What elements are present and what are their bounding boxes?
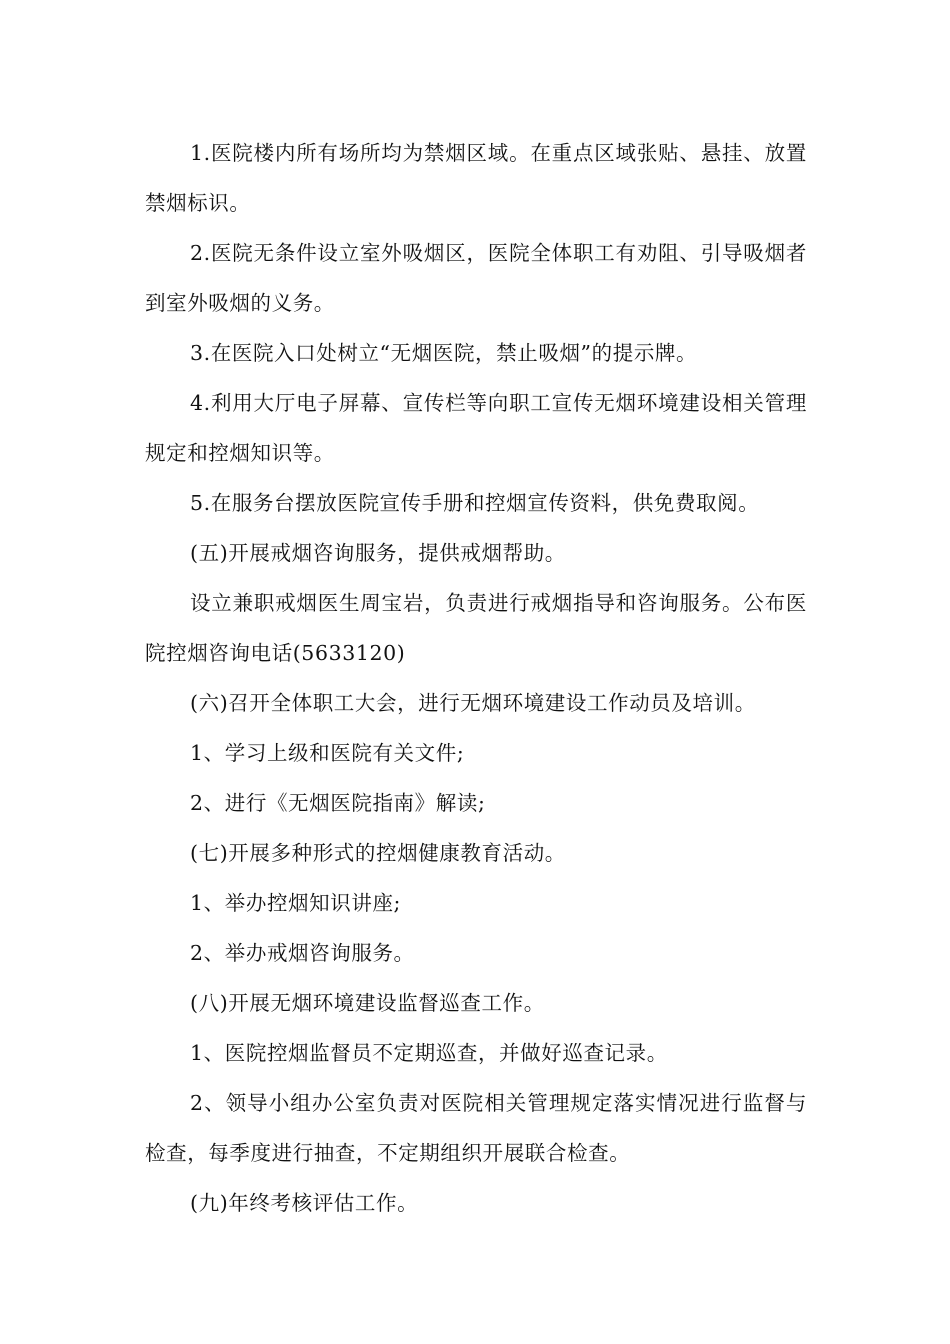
section-heading-7: (七)开展多种形式的控烟健康教育活动。 — [190, 841, 566, 865]
paragraph-12: 2、领导小组办公室负责对医院相关管理规定落实情况进行监督与检查，每季度进行抽查，不定期组织开展联合检查。 — [145, 1091, 807, 1165]
paragraph-2: 2.医院无条件设立室外吸烟区，医院全体职工有劝阻、引导吸烟者到室外吸烟的义务。 — [145, 241, 807, 315]
paragraph-5: 5.在服务台摆放医院宣传手册和控烟宣传资料，供免费取阅。 — [190, 491, 760, 515]
paragraph-7: 1、学习上级和医院有关文件; — [190, 741, 465, 765]
paragraph-8: 2、进行《无烟医院指南》解读; — [190, 791, 486, 815]
section-heading-5: (五)开展戒烟咨询服务，提供戒烟帮助。 — [190, 541, 566, 565]
section-heading-9: (九)年终考核评估工作。 — [190, 1191, 419, 1215]
section-heading-8: (八)开展无烟环境建设监督巡查工作。 — [190, 991, 545, 1015]
paragraph-10: 2、举办戒烟咨询服务。 — [190, 941, 415, 965]
section-heading-6: (六)召开全体职工大会，进行无烟环境建设工作动员及培训。 — [190, 691, 756, 715]
paragraph-3: 3.在医院入口处树立“无烟医院，禁止吸烟”的提示牌。 — [190, 341, 698, 365]
paragraph-9: 1、举办控烟知识讲座; — [190, 891, 402, 915]
paragraph-1: 1.医院楼内所有场所均为禁烟区域。在重点区域张贴、悬挂、放置禁烟标识。 — [145, 141, 807, 215]
paragraph-6: 设立兼职戒烟医生周宝岩，负责进行戒烟指导和咨询服务。公布医院控烟咨询电话(5633120) — [145, 591, 807, 665]
paragraph-11: 1、医院控烟监督员不定期巡查，并做好巡查记录。 — [190, 1041, 668, 1065]
paragraph-4: 4.利用大厅电子屏幕、宣传栏等向职工宣传无烟环境建设相关管理规定和控烟知识等。 — [145, 391, 807, 465]
document-body — [145, 128, 807, 1228]
